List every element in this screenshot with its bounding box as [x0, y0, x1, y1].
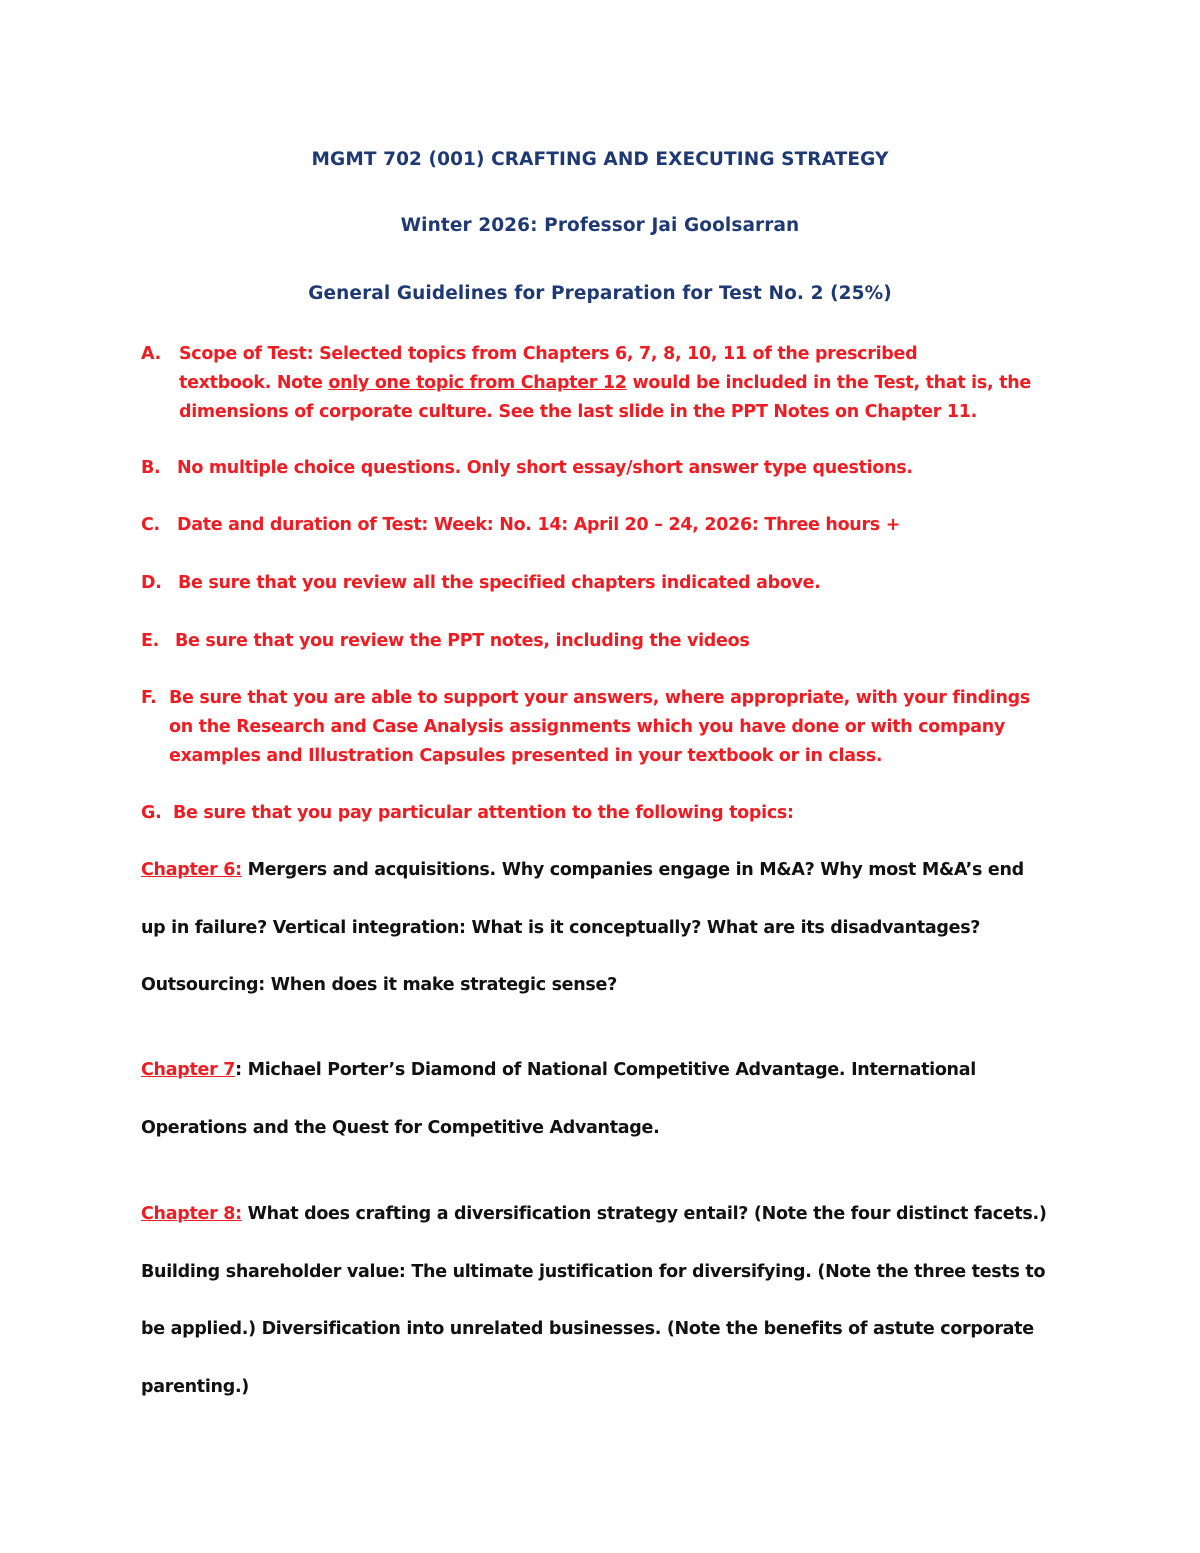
item-line: Scope of Test: Selected topics from Chapters 6, 7, 8, 10, 11 of the prescribed — [179, 344, 918, 364]
item-line: Be sure that you review all the specified chapters indicated above. — [178, 573, 821, 593]
item-letter: E. — [141, 631, 160, 651]
chapter-7-section — [141, 1042, 1141, 1157]
chapter-line: up in failure? Vertical integration: What is it conceptually? What are its disadvantages? — [141, 917, 981, 938]
chapter-line: Operations and the Quest for Competitive Advantage. — [141, 1117, 660, 1138]
item-letter: B. — [141, 458, 161, 478]
item-letter: C. — [141, 515, 160, 535]
guideline-item-g — [141, 799, 794, 828]
item-line — [179, 369, 1031, 398]
item-line: examples and Illustration Capsules presented in your textbook or in class. — [169, 746, 883, 766]
item-letter: A. — [141, 344, 161, 364]
item-line: No multiple choice questions. Only short essay/short answer type questions. — [177, 458, 913, 478]
chapter-text: What does crafting a diversification strategy entail? (Note the four distinct facets.) — [241, 1204, 1047, 1224]
item-letter: F. — [141, 688, 157, 708]
item-line: Date and duration of Test: Week: No. 14: April 20 – 24, 2026: Three hours + — [177, 515, 901, 535]
chapter-line: parenting.) — [141, 1376, 249, 1397]
item-text: textbook. Note — [179, 373, 329, 393]
item-line: dimensions of corporate culture. See the last slide in the PPT Notes on Chapter 11. — [179, 402, 977, 422]
item-body — [169, 684, 1030, 771]
chapter-8-section — [141, 1186, 1141, 1416]
chapter-text: Mergers and acquisitions. Why companies engage in M&A? Why most M&A’s end — [241, 860, 1024, 880]
chapter-separator: : — [235, 1204, 242, 1224]
item-body — [179, 340, 1031, 427]
chapter-line — [141, 1042, 1141, 1100]
chapter-line — [141, 842, 1141, 900]
item-line: Be sure that you are able to support your answers, where appropriate, with your findings — [169, 688, 1031, 708]
item-text: would be included in the Test, that is, the — [626, 373, 1031, 393]
guideline-item-c — [141, 511, 900, 540]
guideline-item-e — [141, 627, 749, 656]
chapter-6-label: Chapter 6 — [141, 860, 236, 880]
guideline-item-b — [141, 454, 913, 483]
underlined-text: only one topic from Chapter 12 — [328, 373, 627, 393]
item-letter: D. — [141, 573, 162, 593]
guidelines-title: General Guidelines for Preparation for Test No. 2 (25%) — [308, 283, 892, 304]
chapter-separator: : — [235, 860, 242, 880]
item-line: on the Research and Case Analysis assignments which you have done or with company — [169, 717, 1005, 737]
chapter-line: be applied.) Diversification into unrelated businesses. (Note the benefits of astute corporate — [141, 1319, 1034, 1339]
chapter-7-label: Chapter 7 — [141, 1060, 236, 1080]
item-line: Be sure that you pay particular attention to the following topics: — [173, 803, 794, 823]
chapter-separator: : — [235, 1060, 242, 1080]
chapter-line — [141, 1186, 1141, 1244]
item-line: Be sure that you review the PPT notes, including the videos — [175, 631, 750, 651]
chapter-line: Outsourcing: When does it make strategic sense? — [141, 975, 617, 995]
course-title: MGMT 702 (001) CRAFTING AND EXECUTING STRATEGY — [311, 149, 889, 170]
chapter-line: Building shareholder value: The ultimate justification for diversifying. (Note the three tests to — [141, 1261, 1046, 1282]
chapter-text: Michael Porter’s Diamond of National Competitive Advantage. International — [241, 1060, 976, 1080]
guideline-item-a — [141, 340, 1031, 427]
chapter-8-label: Chapter 8 — [141, 1204, 236, 1224]
guideline-item-d — [141, 569, 821, 598]
item-letter: G. — [141, 803, 162, 823]
guideline-item-f — [141, 684, 1030, 771]
term-professor: Winter 2026: Professor Jai Goolsarran — [400, 215, 800, 236]
chapter-6-section — [141, 842, 1141, 1015]
